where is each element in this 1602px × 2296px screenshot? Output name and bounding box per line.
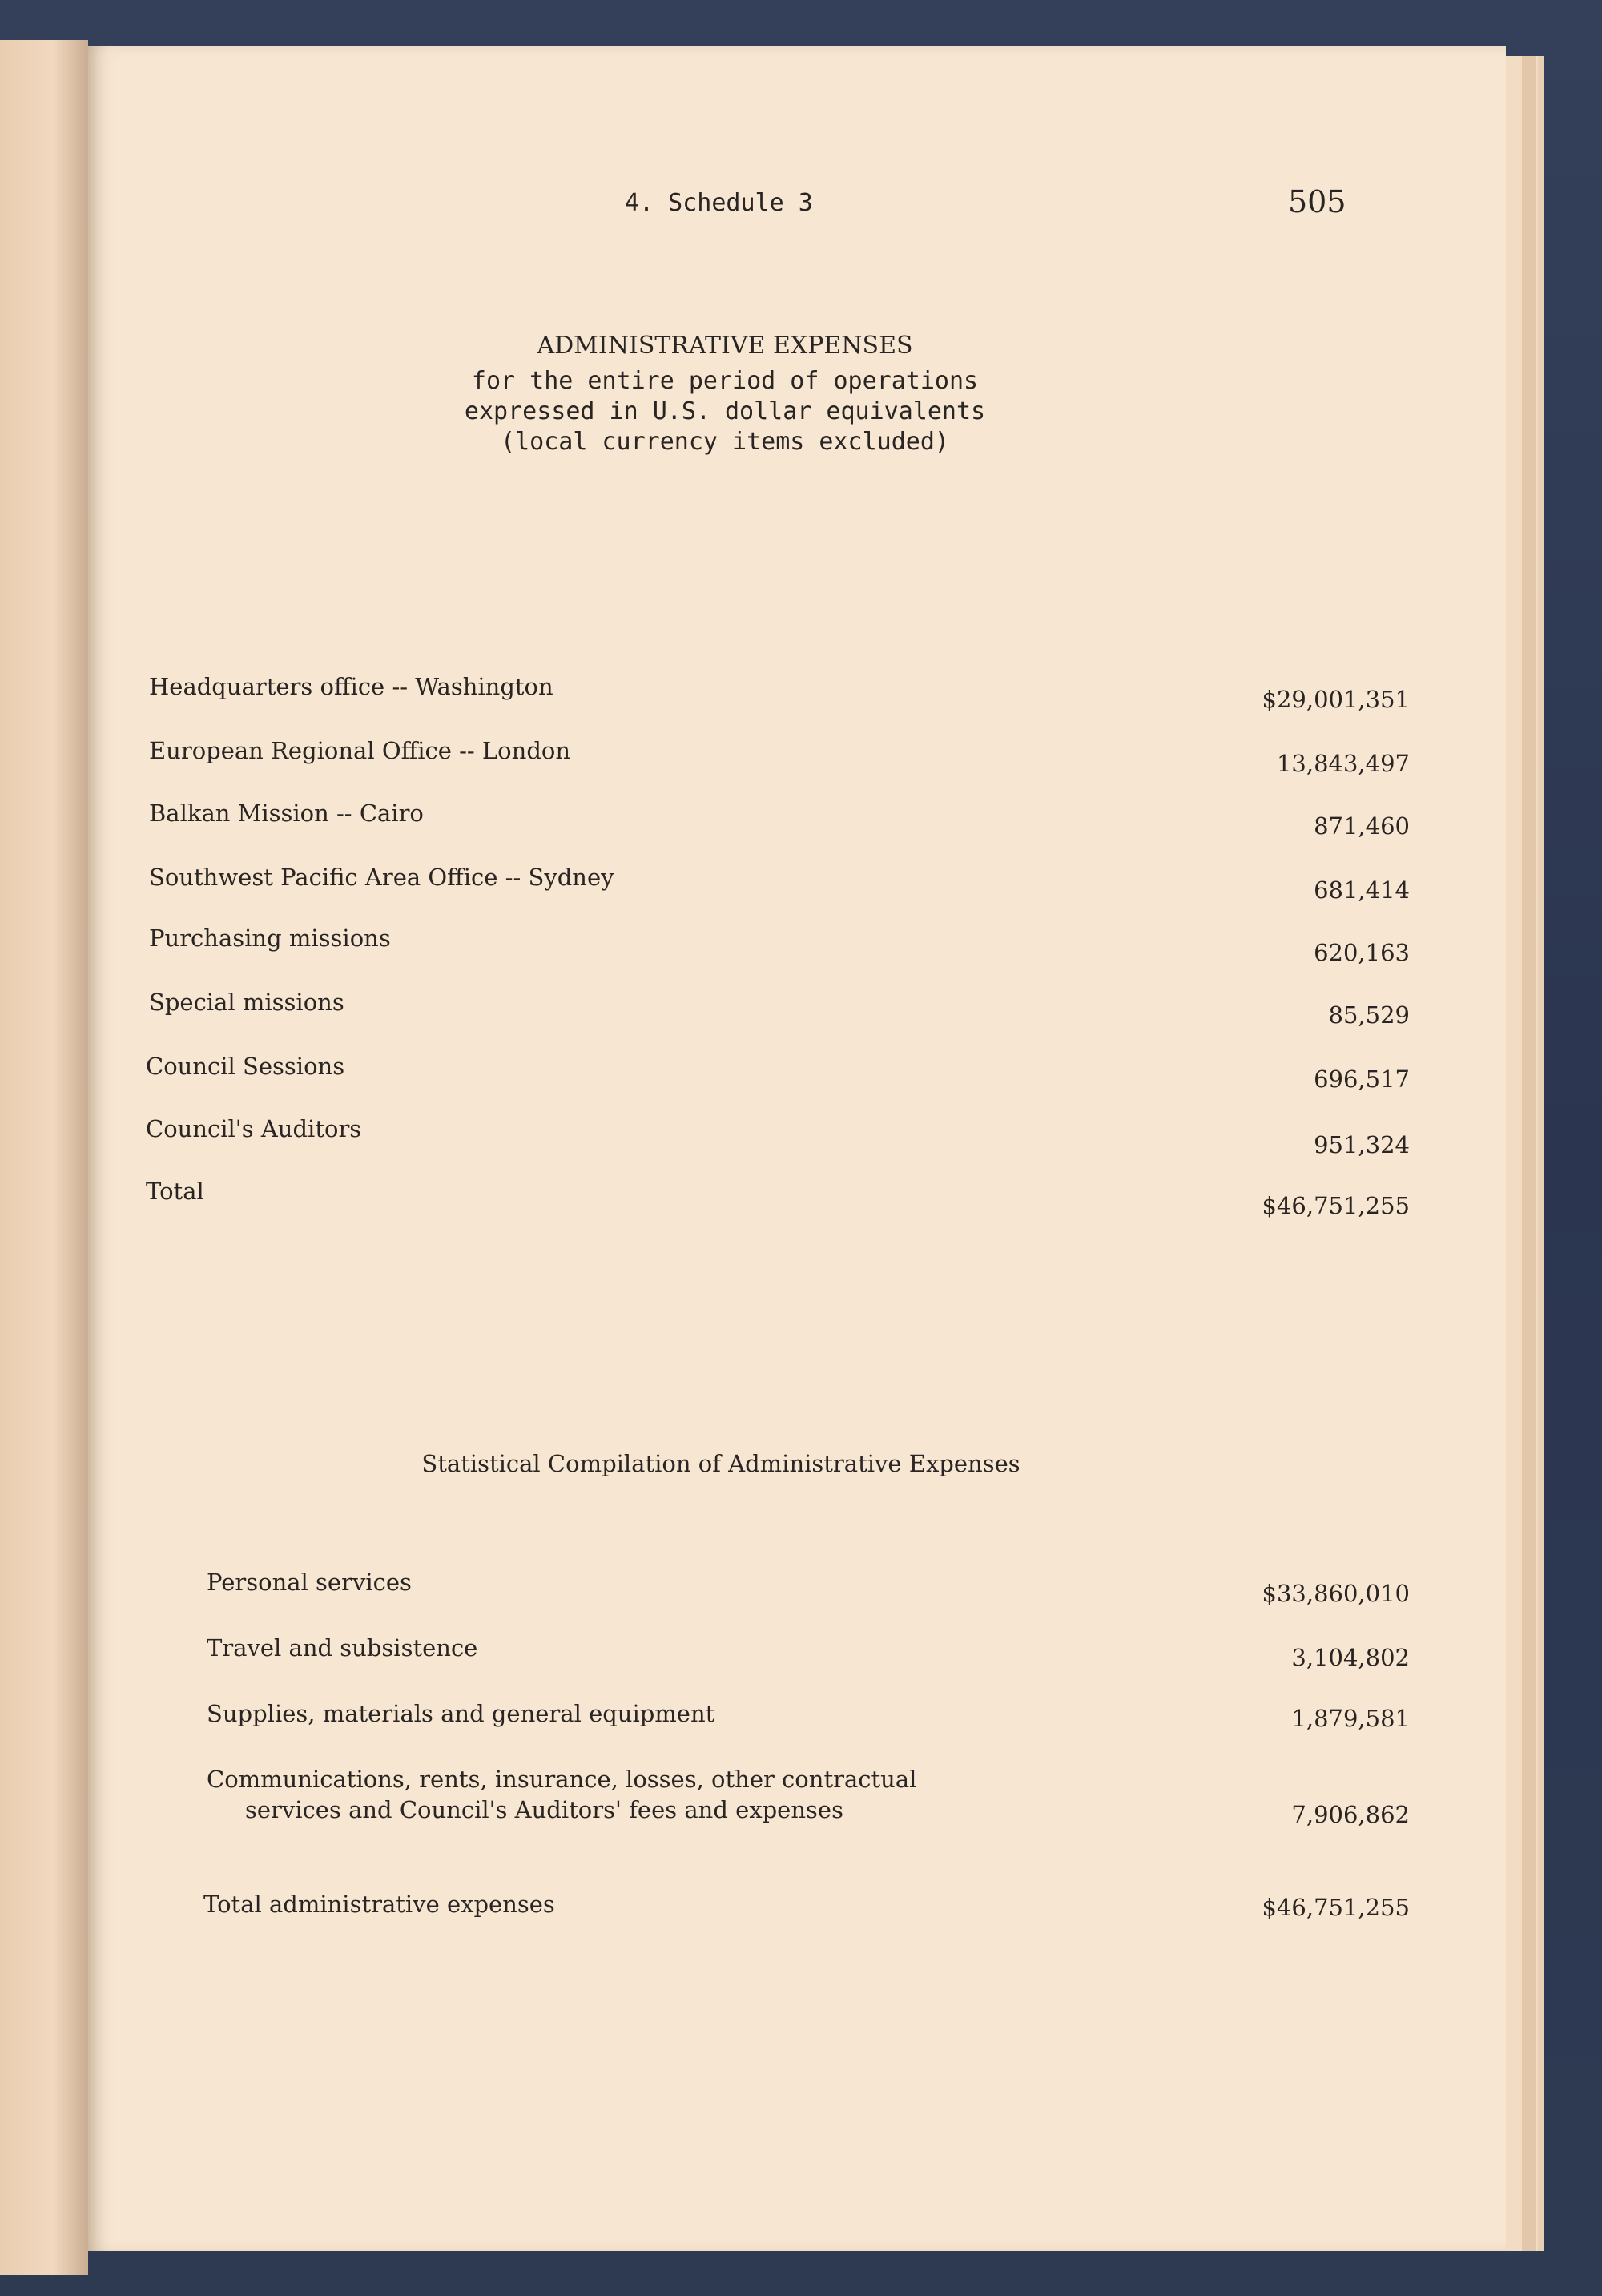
office-label: Headquarters office -- Washington	[149, 673, 553, 700]
compilation-label-line-2: services and Council's Auditors' fees and expenses	[245, 1796, 843, 1823]
page-number: 505	[1288, 184, 1346, 220]
compilation-label: Supplies, materials and general equipment	[207, 1700, 715, 1727]
office-amount: 13,843,497	[1276, 750, 1410, 777]
office-amount: 681,414	[1314, 876, 1410, 904]
compilation-label: Personal services	[207, 1569, 412, 1596]
total-label: Total	[146, 1178, 204, 1205]
compilation-title: Statistical Compilation of Administrative Expenses	[421, 1450, 1020, 1477]
compilation-label-line-1: Communications, rents, insurance, losses, other contractual	[207, 1766, 917, 1793]
office-label: Southwest Pacific Area Office -- Sydney	[149, 864, 614, 891]
office-amount: 696,517	[1314, 1065, 1410, 1093]
compilation-total-label: Total administrative expenses	[203, 1891, 555, 1918]
office-label: Purchasing missions	[149, 924, 391, 952]
schedule-label: 4. Schedule 3	[625, 189, 813, 217]
compilation-amount: 1,879,581	[1291, 1705, 1410, 1732]
compilation-amount: 7,906,862	[1291, 1801, 1410, 1828]
compilation-total-amount: $46,751,255	[1262, 1894, 1410, 1921]
total-amount: $46,751,255	[1262, 1192, 1410, 1219]
office-amount: 620,163	[1314, 939, 1410, 966]
compilation-label: Travel and subsistence	[207, 1634, 478, 1662]
subtitle-line-3: (local currency items excluded)	[501, 428, 949, 456]
page-stack-edge	[1522, 56, 1536, 2251]
office-amount: 951,324	[1314, 1131, 1410, 1158]
office-amount: 871,460	[1314, 812, 1410, 840]
compilation-amount: $33,860,010	[1262, 1580, 1410, 1607]
office-label: Council Sessions	[146, 1053, 345, 1080]
page-title: ADMINISTRATIVE EXPENSES	[537, 332, 913, 360]
left-facing-page	[0, 40, 88, 2275]
subtitle-line-2: expressed in U.S. dollar equivalents	[464, 397, 986, 425]
office-label: Special missions	[149, 989, 344, 1016]
compilation-amount: 3,104,802	[1291, 1644, 1410, 1671]
subtitle-line-1: for the entire period of operations	[471, 367, 979, 395]
office-label: Council's Auditors	[146, 1115, 362, 1142]
office-label: Balkan Mission -- Cairo	[149, 800, 424, 827]
document-page	[88, 46, 1506, 2251]
office-label: European Regional Office -- London	[149, 737, 571, 764]
office-amount: $29,001,351	[1262, 686, 1410, 713]
office-amount: 85,529	[1328, 1001, 1410, 1029]
